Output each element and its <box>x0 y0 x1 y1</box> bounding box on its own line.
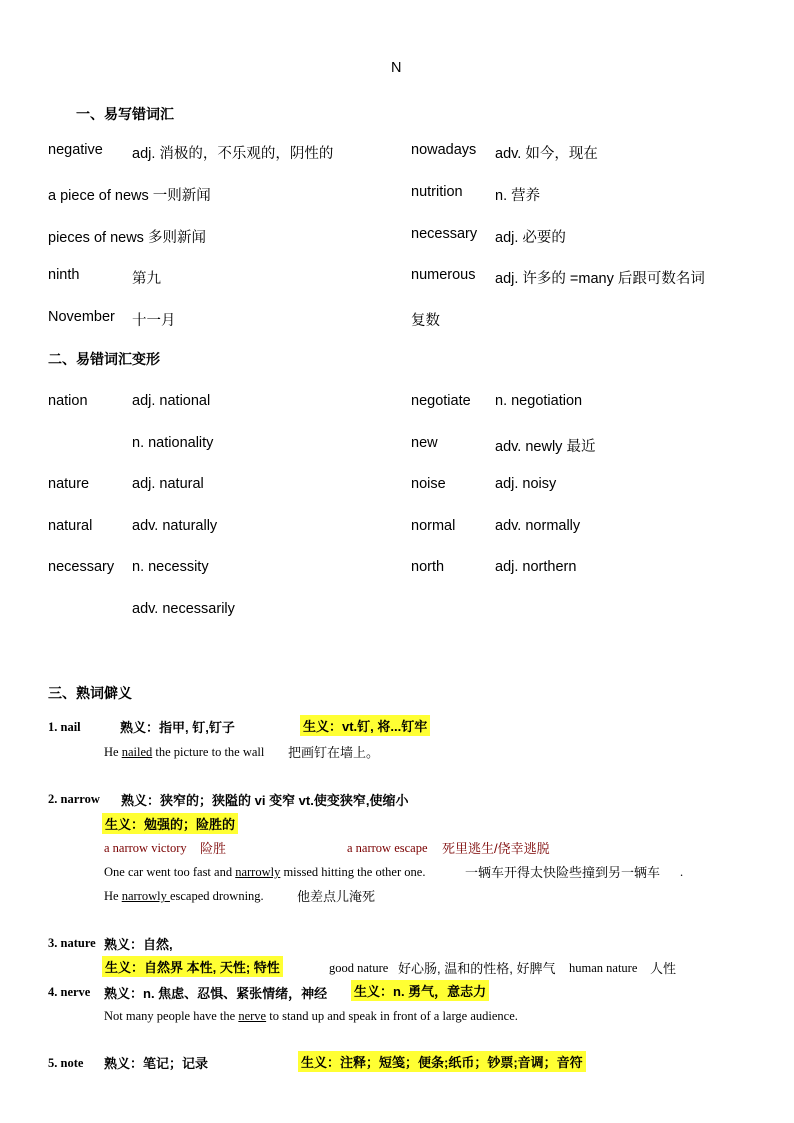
entry-label-nail: 1. nail <box>48 720 81 734</box>
vocab-definition: adj. 消极的，不乐观的，阴性的 <box>132 146 334 162</box>
familiar-meaning: 熟义：狭窄的；狭隘的 vi 变窄 vt.使变狭窄,使缩小 <box>121 793 409 808</box>
phrase-example: good nature <box>329 961 389 975</box>
vocab-word: pieces of news 多则新闻 <box>48 230 206 246</box>
vocab-word: nowadays <box>411 142 477 158</box>
word-form: adj. national <box>132 393 211 409</box>
new-meaning-highlight: 生义：vt.钉, 将...钉牢 <box>300 715 430 736</box>
phrase-example: a narrow escape <box>347 841 428 855</box>
vocab-word: nutrition <box>411 184 463 200</box>
phrase-translation: 人性 <box>650 961 677 976</box>
base-word: necessary <box>48 559 115 575</box>
base-word: negotiate <box>411 393 471 409</box>
example-sentence: He narrowly escaped drowning. <box>104 889 264 903</box>
familiar-meaning: 熟义：自然, <box>104 937 173 952</box>
base-word: new <box>411 435 438 451</box>
vocab-word: numerous <box>411 267 476 283</box>
vocab-word: November <box>48 309 115 325</box>
phrase-translation: 死里逃生/侥幸逃脱 <box>442 841 550 856</box>
new-meaning-highlight: 生义：自然界 本性, 天性; 特性 <box>102 956 283 977</box>
familiar-meaning: 熟义：n. 焦虑、忍惧、紧张情绪，神经 <box>104 986 328 1001</box>
section-heading-1: 一、易写错词汇 <box>76 106 174 122</box>
section-heading-3: 三、熟词僻义 <box>48 685 132 701</box>
word-form: adv. naturally <box>132 518 218 534</box>
familiar-meaning: 熟义：笔记；记录 <box>104 1056 209 1071</box>
word-form: adj. natural <box>132 476 204 492</box>
page-title: N <box>391 60 402 76</box>
entry-label-nature: 3. nature <box>48 936 96 950</box>
base-word: nation <box>48 393 88 409</box>
new-meaning-highlight: 生义：n. 勇气，意志力 <box>351 980 489 1001</box>
base-word: nature <box>48 476 90 492</box>
example-sentence: One car went too fast and narrowly missed hitting the other one. <box>104 865 426 879</box>
example-sentence: He nailed the picture to the wall <box>104 745 265 759</box>
familiar-meaning: 熟义：指甲, 钉,钉子 <box>120 720 235 735</box>
vocab-definition: 十一月 <box>132 313 176 329</box>
example-translation: 把画钉在墙上。 <box>288 745 380 760</box>
section-heading-2: 二、易错词汇变形 <box>48 351 160 367</box>
word-form: n. nationality <box>132 435 214 451</box>
word-form: adv. newly 最近 <box>495 439 596 455</box>
vocab-definition: 第九 <box>132 271 161 287</box>
example-translation: 他差点儿淹死 <box>297 889 376 904</box>
phrase-translation: 险胜 <box>200 841 227 856</box>
base-word: natural <box>48 518 93 534</box>
entry-label-nerve: 4. nerve <box>48 985 91 999</box>
example-translation: 一辆车开得太快险些撞到另一辆车 <box>465 865 661 880</box>
word-form: adj. noisy <box>495 476 557 492</box>
vocab-definition: n. 营养 <box>495 188 541 204</box>
phrase-example: a narrow victory <box>104 841 187 855</box>
vocab-word: 复数 <box>411 313 440 329</box>
word-form: adv. necessarily <box>132 601 235 617</box>
example-sentence: Not many people have the nerve to stand up and speak in front of a large audience. <box>104 1009 518 1023</box>
vocab-definition: adv. 如今，现在 <box>495 146 598 162</box>
word-form: n. necessity <box>132 559 209 575</box>
base-word: noise <box>411 476 446 492</box>
new-meaning-highlight: 生义：勉强的；险胜的 <box>102 813 238 834</box>
entry-label-narrow: 2. narrow <box>48 792 100 806</box>
word-form: n. negotiation <box>495 393 583 409</box>
word-form: adj. northern <box>495 559 577 575</box>
vocab-word: a piece of news 一则新闻 <box>48 188 211 204</box>
sentence-period: . <box>680 865 684 879</box>
entry-label-note: 5. note <box>48 1056 84 1070</box>
new-meaning-highlight: 生义：注释；短笺；便条;纸币；钞票;音调；音符 <box>298 1051 586 1072</box>
vocab-word: negative <box>48 142 103 158</box>
vocab-definition: adj. 许多的 =many 后跟可数名词 <box>495 271 705 287</box>
word-form: adv. normally <box>495 518 581 534</box>
base-word: north <box>411 559 445 575</box>
vocab-definition: adj. 必要的 <box>495 230 566 246</box>
phrase-example: human nature <box>569 961 638 975</box>
vocab-word: necessary <box>411 226 478 242</box>
base-word: normal <box>411 518 456 534</box>
phrase-translation: 好心肠, 温和的性格, 好脾气 <box>398 961 556 976</box>
vocab-word: ninth <box>48 267 80 283</box>
